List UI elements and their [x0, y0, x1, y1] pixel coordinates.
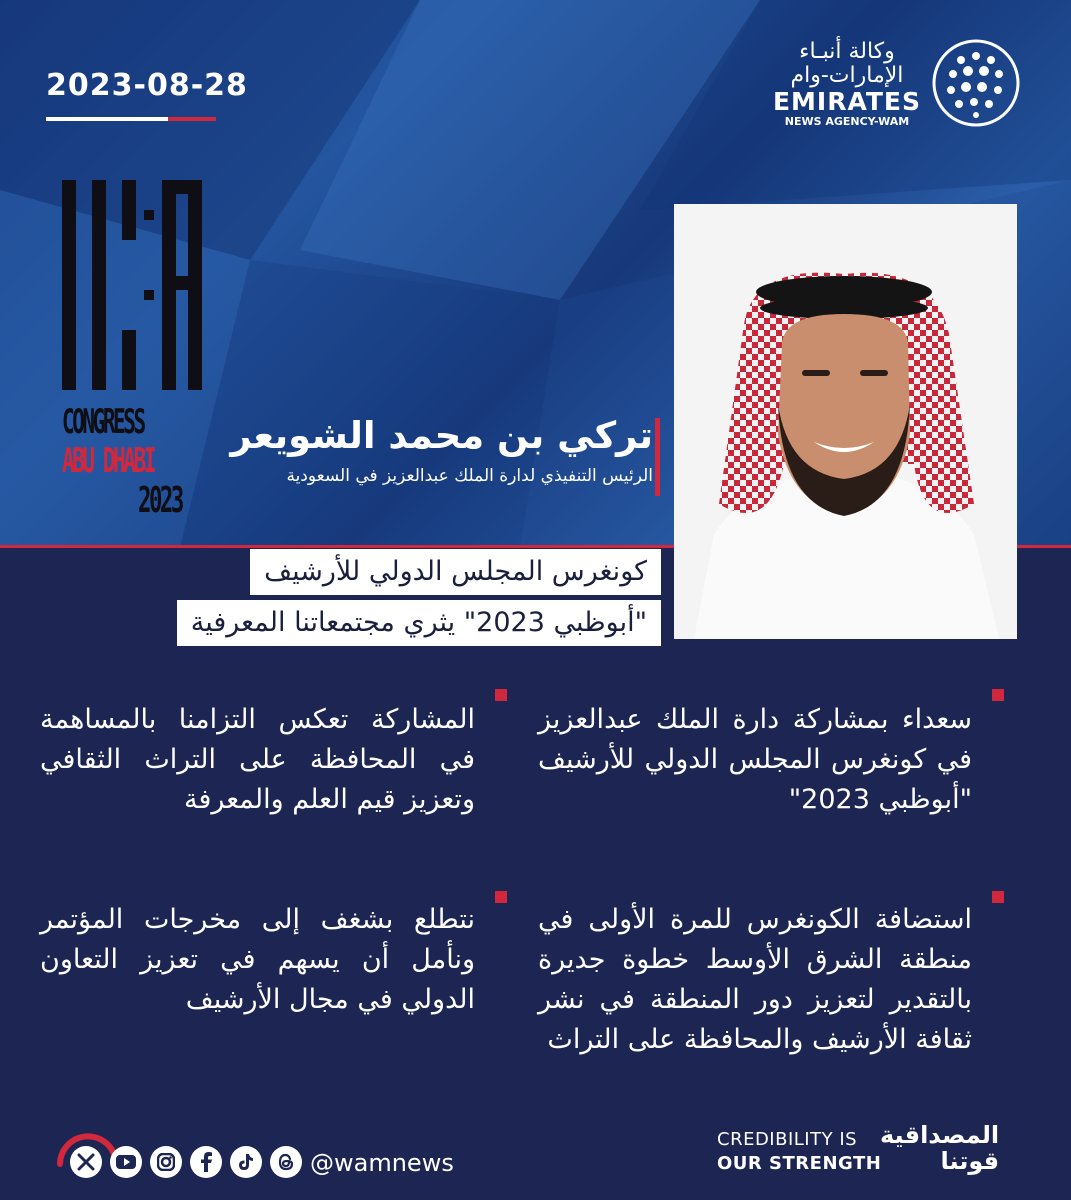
- x-icon[interactable]: [70, 1146, 102, 1178]
- social-handle[interactable]: @wamnews: [310, 1149, 454, 1177]
- ica-mark: [62, 180, 204, 395]
- threads-icon[interactable]: [270, 1146, 302, 1178]
- person-name: تركي بن محمد الشويعر: [230, 414, 653, 457]
- slogan-arabic: [880, 1122, 999, 1174]
- slogan-english-line2: OUR STRENGTH: [717, 1153, 882, 1174]
- agency-english-line1: EMIRATES: [772, 87, 921, 116]
- bullet-text-3: استضافة الكونغرس للمرة الأولى في منطقة الشرق الأوسط خطوة جديرة بالتقدير لتعزيز دور المنطقة في نشر ثقافة الأرشيف والمحافظة على التراث: [538, 904, 972, 1055]
- bullet-text-4: نتطلع بشغف إلى مخرجات المؤتمر ونأمل أن يسهم في تعزيز التعاون الدولي في مجال الأرشيف: [40, 904, 475, 1015]
- youtube-icon[interactable]: [110, 1146, 142, 1178]
- agency-globe-icon: [931, 38, 1021, 128]
- facebook-icon[interactable]: [190, 1146, 222, 1178]
- name-accent-bar: [655, 418, 660, 496]
- agency-arabic-line2: الإمارات-وام: [790, 63, 904, 88]
- date-label: 2023-08-28: [46, 68, 248, 103]
- agency-logo-text: [773, 40, 921, 128]
- congress-city: ABU DHABI: [62, 441, 154, 481]
- portrait-illustration: [674, 204, 1017, 639]
- slogan-english: [717, 1128, 881, 1176]
- congress-label: CONGRESS: [62, 402, 144, 442]
- bullet-text-2: المشاركة تعكس التزامنا بالمساهمة في المحافظة على التراث الثقافي وتعزيز قيم العلم والمعرفة: [40, 704, 475, 815]
- tiktok-icon[interactable]: [230, 1146, 262, 1178]
- slogan-arabic-line1: المصداقية: [880, 1121, 1000, 1149]
- bullet-marker: [992, 689, 1004, 701]
- agency-arabic-line1: وكالة أنبـاء: [799, 39, 895, 64]
- ica-congress-logo: [62, 180, 204, 572]
- instagram-icon[interactable]: [150, 1146, 182, 1178]
- person-photo: [674, 204, 1017, 639]
- bullet-text-1: سعداء بمشاركة دارة الملك عبدالعزيز في كونغرس المجلس الدولي للأرشيف "أبوظبي 2023": [538, 704, 972, 815]
- bullet-marker: [495, 891, 507, 903]
- person-info: [230, 412, 653, 492]
- headline-line1: كونغرس المجلس الدولي للأرشيف: [250, 549, 661, 595]
- bullet-marker: [992, 891, 1004, 903]
- congress-year: 2023: [138, 480, 182, 521]
- person-title: الرئيس التنفيذي لدارة الملك عبدالعزيز في السعودية: [286, 466, 653, 486]
- bullet-marker: [495, 689, 507, 701]
- date-underline: [46, 117, 216, 121]
- slogan-english-line1: CREDIBILITY IS: [717, 1129, 858, 1150]
- slogan-arabic-line2: قوتنا: [940, 1147, 1000, 1175]
- headline-line2: "أبوظبي 2023" يثري مجتمعاتنا المعرفية: [177, 600, 661, 646]
- agency-english-line2: NEWS AGENCY-WAM: [784, 115, 910, 128]
